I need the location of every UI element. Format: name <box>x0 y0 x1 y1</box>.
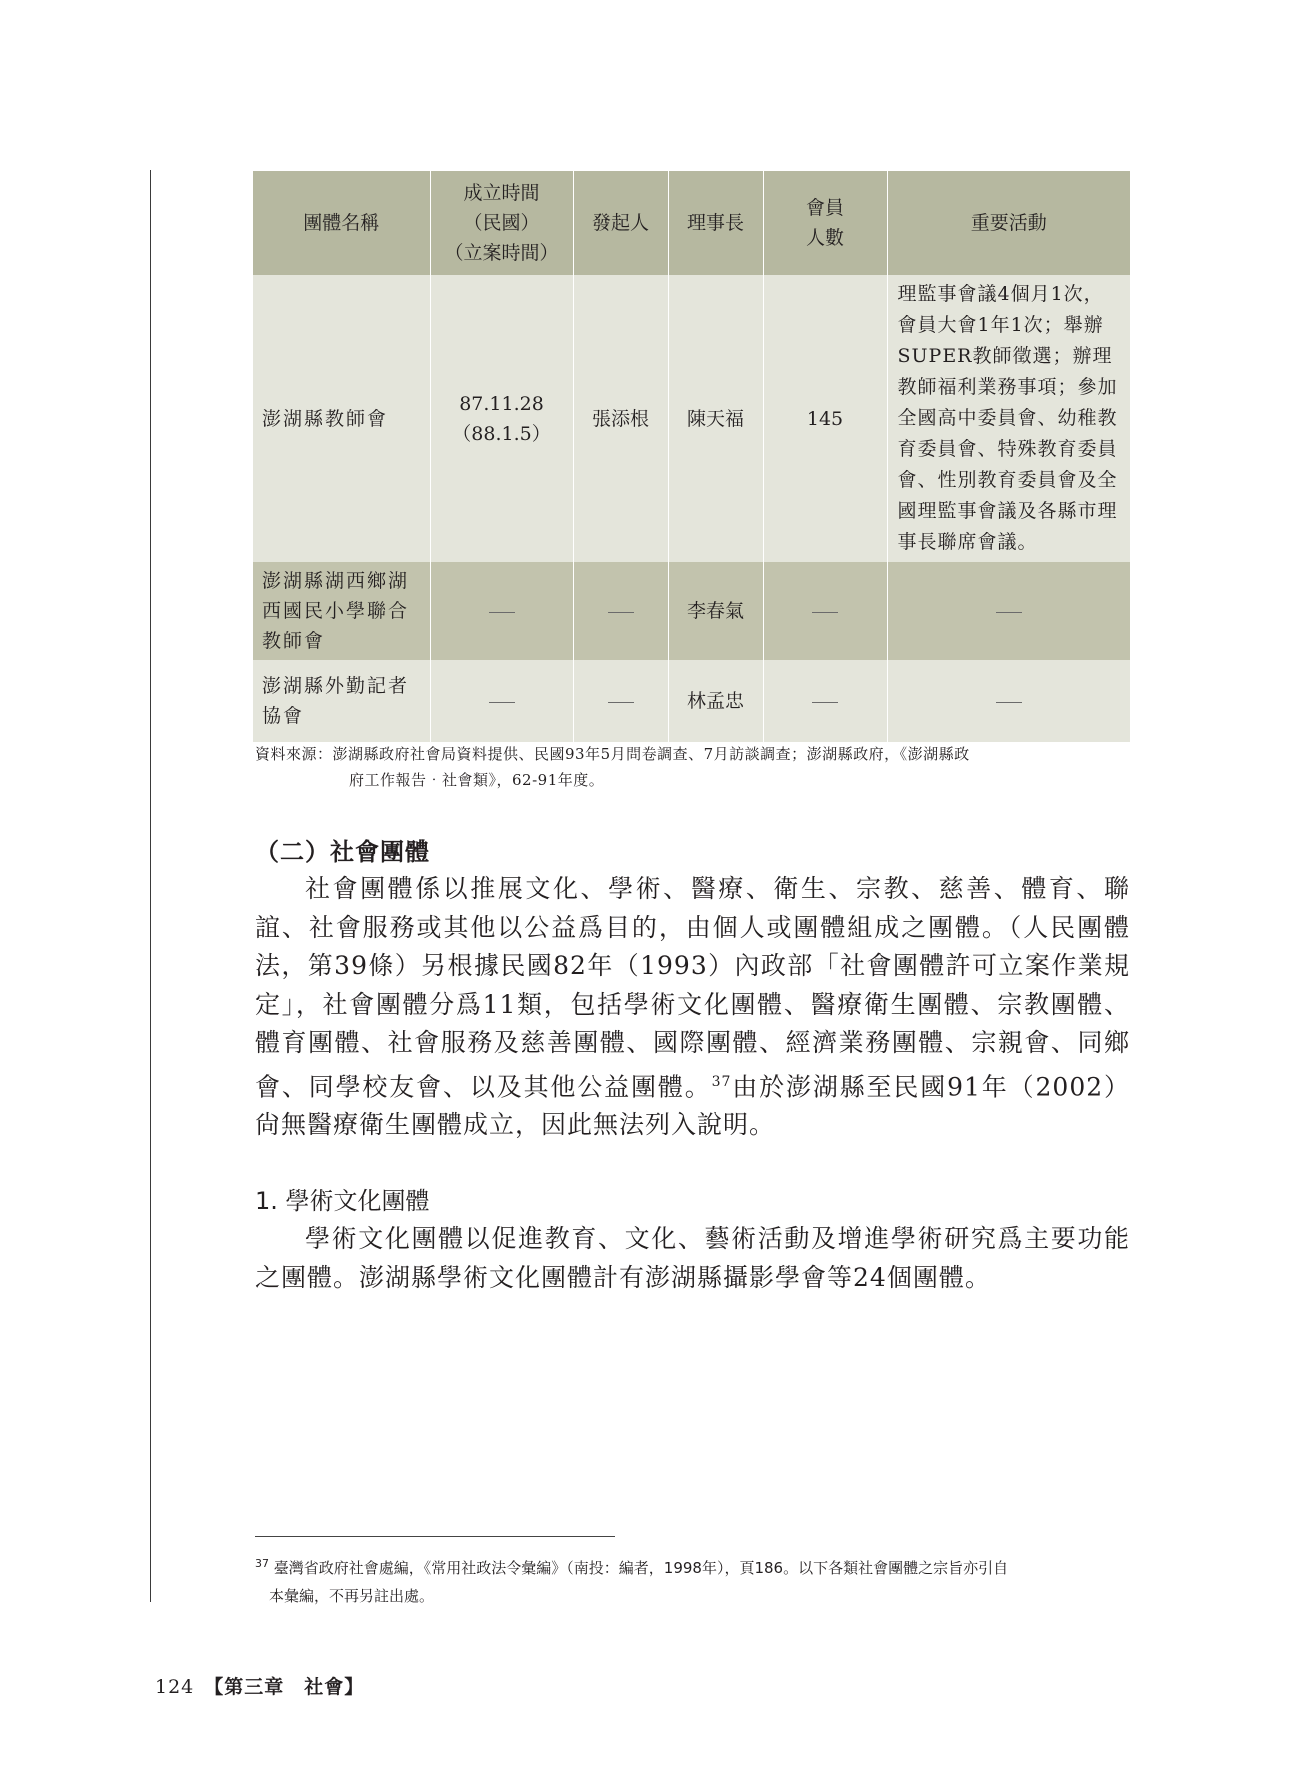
organizations-table <box>253 171 1130 742</box>
empty-cell <box>573 562 668 660</box>
footnote-number: 37 <box>255 1557 269 1570</box>
org-name: 澎湖縣湖西鄉湖西國民小學聯合教師會 <box>253 562 430 660</box>
table-source-note <box>255 741 1135 793</box>
footnote-line2: 本彙編，不再另註出處。 <box>269 1587 435 1605</box>
table-row <box>253 562 1130 660</box>
dash-mark <box>996 702 1022 703</box>
empty-cell <box>887 562 1130 660</box>
body-paragraph-1 <box>255 870 1130 1145</box>
chairman: 林孟忠 <box>668 660 763 742</box>
subheading: 1. 學術文化團體 <box>255 1187 430 1215</box>
dash-mark <box>996 612 1022 613</box>
chairman: 李春氣 <box>668 562 763 660</box>
dash-mark <box>489 612 515 613</box>
table-header-row <box>253 171 1130 275</box>
empty-cell <box>573 660 668 742</box>
activities: 理監事會議4個月1次，會員大會1年1次；舉辦SUPER教師徵選；辦理教師福利業務事項；參加全國高中委員會、幼稚教育委員會、特殊教育委員會、性別教育委員會及全國理監事會議及各縣市理事長聯席會議。 <box>887 275 1130 562</box>
header-founded-line3: （立案時間） <box>444 242 559 264</box>
header-chairman: 理事長 <box>668 171 763 275</box>
initiator: 張添根 <box>573 275 668 562</box>
founded-date <box>430 275 573 562</box>
dash-mark <box>812 702 838 703</box>
header-members-line1: 會員 <box>805 197 844 219</box>
empty-cell <box>763 562 887 660</box>
founded-value: 87.11.28 <box>459 392 544 415</box>
header-initiator: 發起人 <box>573 171 668 275</box>
footnote-reference: 37 <box>711 1073 732 1090</box>
org-name: 澎湖縣外勤記者協會 <box>253 660 430 742</box>
table-row <box>253 660 1130 742</box>
dash-mark <box>812 612 838 613</box>
footnote-divider <box>255 1536 615 1537</box>
chairman: 陳天福 <box>668 275 763 562</box>
table-row <box>253 275 1130 562</box>
header-founded-line1: 成立時間 <box>463 182 540 204</box>
dash-mark <box>608 702 634 703</box>
body-paragraph-2: 學術文化團體以促進教育、文化、藝術活動及增進學術研究爲主要功能之團體。澎湖縣學術文化團體計有澎湖縣攝影學會等24個團體。 <box>255 1224 1130 1292</box>
source-line1: 資料來源：澎湖縣政府社會局資料提供、民國93年5月問卷調查、7月訪談調查；澎湖縣政府，《澎湖縣政 <box>255 745 970 763</box>
dash-mark <box>608 612 634 613</box>
header-founded-line2: （民國） <box>463 212 540 234</box>
section-heading: （二）社會團體 <box>255 838 430 866</box>
header-founded <box>430 171 573 275</box>
org-name: 澎湖縣教師會 <box>253 275 430 562</box>
dash-mark <box>489 702 515 703</box>
paragraph1-part2: 由於澎湖縣至民國91年（2002）尙無醫療衛生團體成立，因此無法列入說明。 <box>255 1071 1130 1140</box>
header-members <box>763 171 887 275</box>
header-name: 團體名稱 <box>253 171 430 275</box>
source-line2: 府工作報告‧社會類》，62-91年度。 <box>349 771 605 789</box>
empty-cell <box>430 562 573 660</box>
empty-cell <box>430 660 573 742</box>
registered-value: （88.1.5） <box>452 422 551 445</box>
empty-cell <box>763 660 887 742</box>
header-members-line2: 人數 <box>805 227 844 249</box>
chapter-label: 【第三章 社會】 <box>204 1676 365 1698</box>
footnote-line1: 臺灣省政府社會處編，《常用社政法令彙編》（南投：編者，1998年），頁186。以下各類社會團體之宗旨亦引自 <box>269 1559 1009 1577</box>
margin-rule <box>150 170 151 1602</box>
paragraph1-part1: 社會團體係以推展文化、學術、醫療、衛生、宗教、慈善、體育、聯誼、社會服務或其他以公益爲目的，由個人或團體組成之團體。（人民團體法，第39條）另根據民國82年（1993）內政部「社會團體許可立案作業規定」，社會團體分爲11類，包括學術文化團體、醫療衛生團體、宗教團體、體育團體、社會服務及慈善團體、國際團體、經濟業務團體、宗親會、同鄉會、同學校友會、以及其他公益團體。 <box>255 874 1130 1101</box>
page-number: 124 <box>155 1676 195 1698</box>
footnote <box>255 1550 1135 1610</box>
member-count: 145 <box>763 275 887 562</box>
empty-cell <box>887 660 1130 742</box>
page-footer <box>155 1672 364 1699</box>
header-activities: 重要活動 <box>887 171 1130 275</box>
